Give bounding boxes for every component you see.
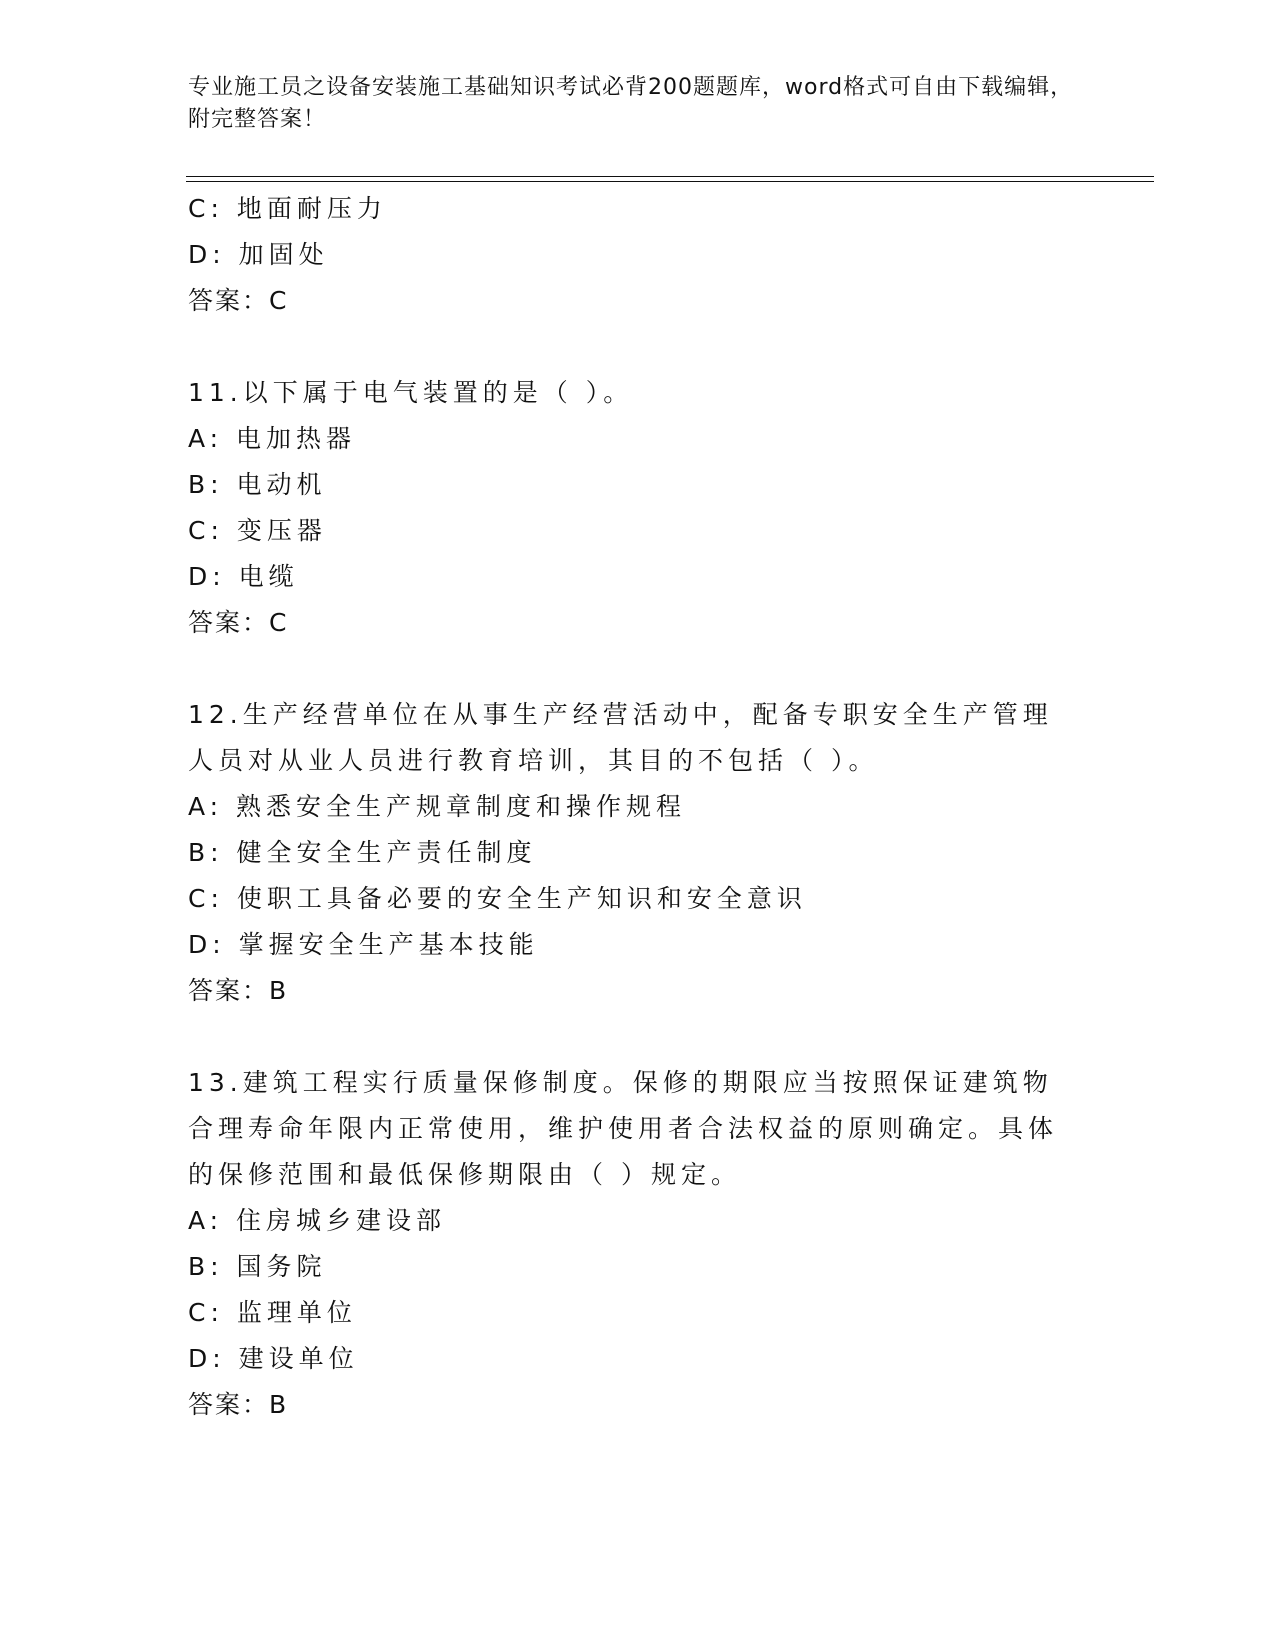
question-block-12 [188,692,1088,1014]
spacer [188,324,1088,370]
question-block-13 [188,1060,1088,1428]
answer-line: 答案：B [188,1390,289,1419]
answer-line: 答案：C [188,286,289,315]
answer-line: 答案：B [188,976,289,1005]
spacer [188,646,1088,692]
option-a: A: 熟悉安全生产规章制度和操作规程 [188,792,687,821]
header-rule-bottom [186,181,1154,182]
option-d: D: 加固处 [188,240,329,269]
option-d: D: 建设单位 [188,1344,359,1373]
question-text: 11.以下属于电气装置的是（ ）。 [188,378,634,407]
question-block-prev [188,186,1088,324]
question-text: 13.建筑工程实行质量保修制度。保修的期限应当按照保证建筑物合理寿命年限内正常使用，维护使用者合法权益的原则确定。具体的保修范围和最低保修期限由（ ）规定。 [188,1068,1059,1189]
question-list [188,186,1088,1428]
header-rule-top [186,176,1154,177]
option-b: B: 电动机 [188,470,327,499]
answer-line: 答案：C [188,608,289,637]
option-c: C: 变压器 [188,516,327,545]
option-c: C: 地面耐压力 [188,194,387,223]
option-c: C: 使职工具备必要的安全生产知识和安全意识 [188,884,807,913]
question-block-11 [188,370,1088,646]
option-a: A: 电加热器 [188,424,357,453]
document-header: 专业施工员之设备安装施工基础知识考试必背200题题库，word格式可自由下载编辑，附完整答案！ [188,75,1074,132]
option-d: D: 掌握安全生产基本技能 [188,930,539,959]
option-d: D: 电缆 [188,562,299,591]
option-b: B: 健全安全生产责任制度 [188,838,537,867]
option-b: B: 国务院 [188,1252,327,1281]
option-c: C: 监理单位 [188,1298,357,1327]
option-a: A: 住房城乡建设部 [188,1206,447,1235]
spacer [188,1014,1088,1060]
question-text: 12.生产经营单位在从事生产经营活动中，配备专职安全生产管理人员对从业人员进行教育培训，其目的不包括（ ）。 [188,700,1053,775]
